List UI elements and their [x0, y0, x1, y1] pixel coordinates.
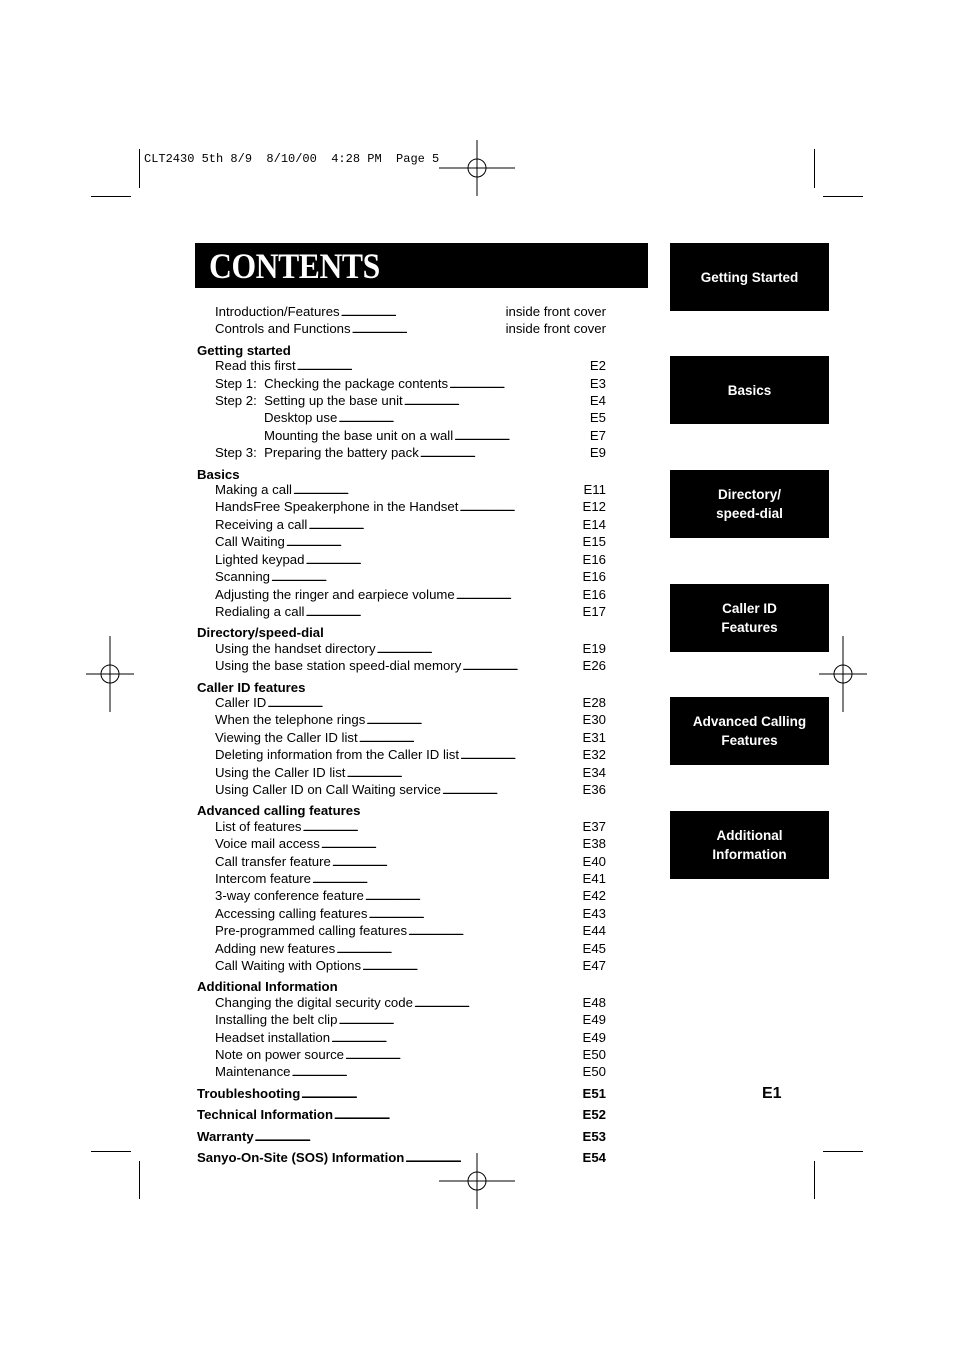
- toc-entry-label: Using the Caller ID list: [215, 764, 346, 780]
- crop-mark: [823, 1151, 863, 1152]
- toc-entry-label: Using the base station speed-dial memory: [215, 658, 462, 674]
- dot-leader: [336, 941, 581, 958]
- toc-entry[interactable]: [197, 747, 606, 764]
- toc-entry-page: E54: [582, 1150, 606, 1166]
- toc-entry-page: E34: [582, 764, 606, 780]
- toc-entry-page: E16: [582, 551, 606, 567]
- crop-mark: [91, 1151, 131, 1152]
- toc-entry-label: Making a call: [215, 482, 292, 498]
- tab-label: Directory/ speed-dial: [716, 487, 783, 521]
- registration-mark-icon: [439, 130, 515, 206]
- toc-entry-page: E5: [589, 410, 606, 426]
- dot-leader: [305, 604, 581, 621]
- toc-entry[interactable]: [197, 871, 606, 888]
- toc-entry[interactable]: [197, 782, 606, 799]
- toc-entry[interactable]: [197, 695, 606, 712]
- toc-entry[interactable]: [197, 587, 606, 604]
- crop-mark: [814, 1161, 815, 1199]
- tab-directory-speed-dial[interactable]: [670, 470, 829, 538]
- toc-entry[interactable]: [197, 1047, 606, 1064]
- dot-leader: [449, 376, 589, 393]
- crop-mark: [139, 149, 140, 188]
- toc-entry-label: Maintenance: [215, 1064, 291, 1080]
- dot-leader: [308, 517, 581, 534]
- toc-entry-page: E40: [582, 853, 606, 869]
- tab-label: Getting Started: [700, 269, 799, 285]
- dot-leader: [442, 782, 582, 799]
- toc-entry[interactable]: [197, 569, 606, 586]
- tab-caller-id-features[interactable]: [670, 584, 829, 652]
- toc-entry-label: Technical Information: [197, 1107, 334, 1123]
- toc-entry-label: Using Caller ID on Call Waiting service: [215, 781, 441, 797]
- dot-leader: [404, 393, 589, 410]
- toc-entry[interactable]: [197, 941, 606, 958]
- toc-entry-label: Receiving a call: [215, 516, 308, 532]
- toc-entry-label: Warranty: [197, 1128, 254, 1144]
- toc-entry[interactable]: [197, 1086, 606, 1103]
- toc-entry-page: E17: [582, 603, 606, 619]
- toc-entry[interactable]: [197, 765, 606, 782]
- tab-label: Additional Information: [712, 828, 787, 862]
- toc-entry-label: Step 1: Checking the package contents: [215, 375, 449, 391]
- toc-entry-page: inside front cover: [505, 304, 606, 319]
- dot-leader: [408, 923, 581, 940]
- title-bar: [195, 243, 648, 288]
- crop-mark: [823, 196, 863, 197]
- toc-entry-label: 3-way conference feature: [215, 888, 364, 904]
- toc-entry[interactable]: [197, 428, 606, 445]
- toc-entry-page: E45: [582, 940, 606, 956]
- toc-entry[interactable]: [197, 906, 606, 923]
- dot-leader: [362, 958, 581, 975]
- toc-entry[interactable]: [197, 712, 606, 729]
- dot-leader: [460, 747, 581, 764]
- toc-entry[interactable]: [197, 958, 606, 975]
- toc-section-heading: Getting started: [197, 342, 291, 358]
- dot-leader: [462, 658, 581, 675]
- dot-leader: [456, 587, 582, 604]
- toc-entry-page: E52: [582, 1107, 606, 1123]
- toc-entry-page: E11: [583, 482, 606, 498]
- toc-entry-page: E49: [582, 1012, 606, 1028]
- dot-leader: [321, 836, 582, 853]
- dot-leader: [331, 1030, 581, 1047]
- toc-entry[interactable]: [197, 923, 606, 940]
- tab-advanced-calling-features[interactable]: [670, 697, 829, 765]
- toc-entry[interactable]: [197, 358, 606, 375]
- toc-entry-page: E19: [582, 640, 606, 656]
- toc-entry[interactable]: [197, 730, 606, 747]
- page-title: CONTENTS: [209, 246, 380, 286]
- dot-leader: [301, 1086, 581, 1103]
- toc-entry[interactable]: [197, 376, 606, 393]
- toc-entry-label: Caller ID: [215, 694, 267, 710]
- toc-entry-label: Intercom feature: [215, 871, 312, 886]
- tab-additional-information[interactable]: [670, 811, 829, 879]
- table-of-contents: [197, 304, 606, 1168]
- toc-entry-label: Troubleshooting: [197, 1085, 301, 1101]
- dot-leader: [293, 482, 583, 499]
- toc-entry-page: E50: [582, 1064, 606, 1080]
- dot-leader: [365, 888, 582, 905]
- toc-section-heading: Directory/speed-dial: [197, 625, 324, 641]
- toc-entry-page: E16: [582, 586, 606, 602]
- tab-label: Caller ID Features: [721, 601, 778, 635]
- toc-entry-page: E32: [582, 747, 606, 763]
- toc-entry[interactable]: [197, 658, 606, 675]
- toc-entry-page: E41: [582, 871, 606, 886]
- crop-mark: [91, 196, 131, 197]
- toc-entry[interactable]: [197, 482, 606, 499]
- dot-leader: [377, 641, 582, 658]
- toc-entry-label: Mounting the base unit on a wall: [264, 427, 454, 443]
- tab-label: Basics: [727, 382, 772, 398]
- dot-leader: [303, 819, 582, 836]
- toc-entry-page: E26: [582, 658, 606, 674]
- toc-entry[interactable]: [197, 641, 606, 658]
- toc-entry-label: Redialing a call: [215, 603, 305, 619]
- toc-entry-label: Deleting information from the Caller ID list: [215, 747, 460, 763]
- toc-entry-page: E16: [582, 569, 606, 585]
- toc-entry-label: Scanning: [215, 569, 270, 585]
- toc-section-heading: Advanced calling features: [197, 803, 361, 819]
- toc-entry-page: E37: [582, 818, 606, 834]
- toc-entry[interactable]: [197, 517, 606, 534]
- page-number: E1: [762, 1085, 782, 1102]
- toc-entry-page: E3: [589, 375, 606, 391]
- toc-entry-label: Read this first: [215, 358, 296, 374]
- toc-entry-label: Headset installation: [215, 1029, 331, 1045]
- toc-entry-label: Introduction/Features: [215, 304, 340, 319]
- toc-entry-label: HandsFree Speakerphone in the Handset: [215, 499, 459, 515]
- dot-leader: [359, 730, 582, 747]
- toc-section-heading: Additional Information: [197, 979, 338, 995]
- dot-leader: [341, 304, 505, 321]
- toc-entry[interactable]: [197, 304, 606, 321]
- toc-entry[interactable]: [197, 499, 606, 516]
- toc-section-heading: Basics: [197, 466, 240, 482]
- dot-leader: [332, 854, 582, 871]
- toc-entry-page: E14: [582, 516, 606, 532]
- toc-entry-label: Accessing calling features: [215, 905, 368, 921]
- toc-entry[interactable]: [197, 1064, 606, 1081]
- toc-entry-label: Adding new features: [215, 940, 336, 956]
- toc-entry-page: E49: [582, 1029, 606, 1045]
- tab-basics[interactable]: [670, 356, 829, 424]
- printer-slug: CLT2430 5th 8/9 8/10/00 4:28 PM Page 5: [144, 152, 440, 166]
- toc-entry-label: Sanyo-On-Site (SOS) Information: [197, 1150, 405, 1166]
- toc-entry-label: When the telephone rings: [215, 712, 366, 728]
- toc-entry[interactable]: [197, 1012, 606, 1029]
- toc-entry[interactable]: [197, 321, 606, 338]
- toc-entry-page: E4: [589, 393, 606, 409]
- toc-entry-page: E31: [582, 729, 606, 745]
- toc-entry-page: E28: [582, 694, 606, 710]
- toc-entry-page: E51: [582, 1085, 606, 1101]
- dot-leader: [271, 569, 582, 586]
- dot-leader: [366, 712, 581, 729]
- dot-leader: [255, 1129, 582, 1146]
- toc-entry-page: E43: [582, 905, 606, 921]
- dot-leader: [297, 358, 589, 375]
- toc-entry[interactable]: [197, 995, 606, 1012]
- dot-leader: [345, 1047, 582, 1064]
- toc-entry-label: Viewing the Caller ID list: [215, 729, 358, 745]
- dot-leader: [338, 410, 589, 427]
- crop-mark: [814, 149, 815, 188]
- dot-leader: [338, 1012, 581, 1029]
- toc-entry-page: E7: [589, 427, 606, 443]
- toc-entry-label: Note on power source: [215, 1047, 345, 1063]
- dot-leader: [368, 906, 581, 923]
- dot-leader: [414, 995, 582, 1012]
- toc-entry[interactable]: [197, 1107, 606, 1124]
- tab-label: Advanced Calling Features: [692, 714, 807, 748]
- toc-entry-label: Step 2: Setting up the base unit: [215, 393, 403, 409]
- toc-entry-label: Desktop use: [264, 410, 338, 426]
- toc-entry-page: inside front cover: [505, 321, 606, 337]
- toc-entry-page: E48: [582, 994, 606, 1010]
- dot-leader: [459, 499, 581, 516]
- dot-leader: [346, 765, 581, 782]
- toc-entry[interactable]: [197, 1150, 606, 1167]
- toc-entry[interactable]: [197, 1030, 606, 1047]
- toc-entry[interactable]: [197, 854, 606, 871]
- toc-entry-label: Step 3: Preparing the battery pack: [215, 445, 419, 461]
- toc-entry-page: E9: [589, 445, 606, 461]
- toc-entry-page: E36: [582, 781, 606, 797]
- crop-mark: [139, 1161, 140, 1199]
- dot-leader: [352, 321, 505, 338]
- toc-entry[interactable]: [197, 836, 606, 853]
- toc-entry-label: Lighted keypad: [215, 551, 305, 567]
- dot-leader: [286, 534, 582, 551]
- dot-leader: [305, 552, 581, 569]
- toc-entry-label: Call Waiting with Options: [215, 958, 362, 974]
- dot-leader: [267, 695, 581, 712]
- toc-entry-label: Adjusting the ringer and earpiece volume: [215, 586, 455, 602]
- toc-entry-page: E38: [582, 836, 606, 852]
- toc-entry-label: Pre-programmed calling features: [215, 923, 408, 939]
- toc-entry-label: Controls and Functions: [215, 321, 351, 337]
- toc-entry-label: Changing the digital security code: [215, 994, 413, 1010]
- toc-entry-label: Voice mail access: [215, 836, 320, 852]
- toc-entry[interactable]: [197, 393, 606, 410]
- toc-entry-page: E2: [589, 358, 606, 374]
- toc-entry-page: E30: [582, 712, 606, 728]
- toc-entry[interactable]: [197, 604, 606, 621]
- toc-entry[interactable]: [197, 1129, 606, 1146]
- toc-entry-label: Call Waiting: [215, 534, 285, 550]
- toc-entry-page: E50: [582, 1047, 606, 1063]
- toc-entry[interactable]: [197, 534, 606, 551]
- toc-entry-label: Call transfer feature: [215, 853, 331, 869]
- toc-entry-label: List of features: [215, 818, 302, 834]
- toc-entry[interactable]: [197, 410, 606, 427]
- dot-leader: [420, 445, 589, 462]
- dot-leader: [292, 1064, 582, 1081]
- dot-leader: [454, 428, 589, 445]
- registration-mark-icon: [72, 636, 148, 712]
- dot-leader: [312, 871, 582, 888]
- toc-entry[interactable]: [197, 888, 606, 905]
- dot-leader: [334, 1107, 581, 1124]
- dot-leader: [405, 1150, 581, 1167]
- toc-entry[interactable]: [197, 445, 606, 462]
- toc-entry-page: E12: [582, 499, 606, 515]
- toc-entry-label: Installing the belt clip: [215, 1012, 338, 1028]
- toc-entry-label: Using the handset directory: [215, 640, 376, 656]
- toc-entry[interactable]: [197, 552, 606, 569]
- toc-entry-page: E53: [582, 1128, 606, 1144]
- toc-entry[interactable]: [197, 819, 606, 836]
- toc-entry-page: E47: [582, 958, 606, 974]
- toc-section-heading: Caller ID features: [197, 679, 306, 695]
- toc-entry-page: E44: [582, 923, 606, 939]
- toc-entry-page: E42: [582, 888, 606, 904]
- toc-entry-page: E15: [582, 534, 606, 550]
- tab-getting-started[interactable]: [670, 243, 829, 311]
